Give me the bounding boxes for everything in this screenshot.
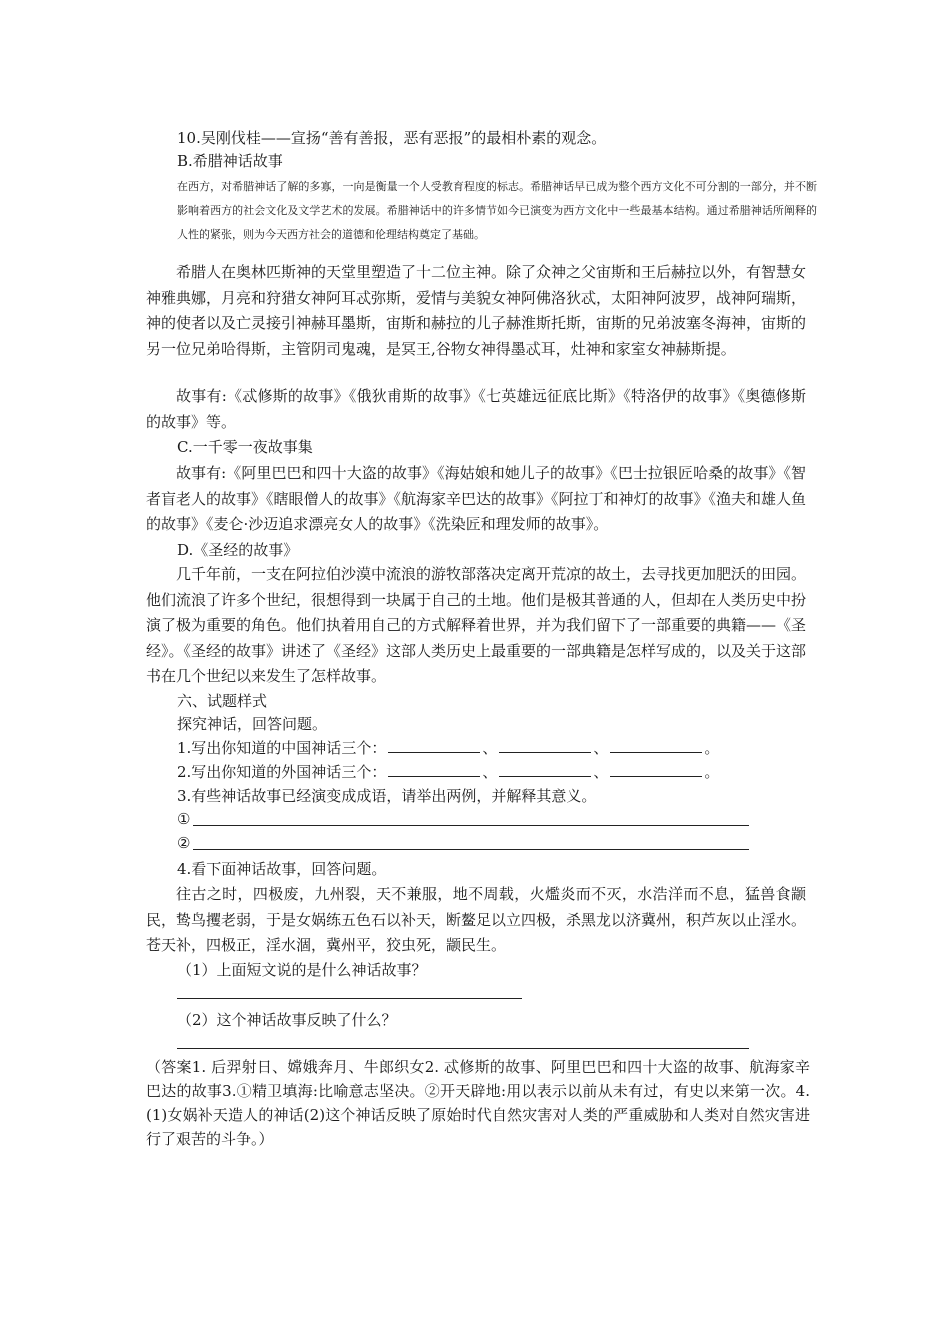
heading-arabian-nights: C.一千零一夜故事集 (177, 438, 313, 456)
answer-blank[interactable] (499, 762, 591, 777)
answer-line[interactable] (193, 825, 749, 826)
period: 。 (704, 739, 720, 757)
answer-blank[interactable] (388, 762, 480, 777)
sub-question-1: （1）上面短文说的是什么神话故事？ (177, 961, 427, 979)
answer-blank[interactable] (388, 738, 480, 753)
answer-line[interactable] (177, 998, 522, 999)
answer-line[interactable] (177, 1048, 749, 1049)
separator: 、 (593, 763, 609, 781)
explore-instruction: 探究神话，回答问题。 (177, 715, 328, 733)
heading-greek-myths: B.希腊神话故事 (177, 152, 283, 170)
separator: 、 (482, 763, 498, 781)
answer-line[interactable] (193, 849, 749, 850)
heading-bible-stories: D.《圣经的故事》 (177, 541, 299, 559)
circle-two: ② (177, 834, 191, 852)
greek-intro-paragraph: 在西方，对希腊神话了解的多寡，一向是衡量一个人受教育程度的标志。希腊神话早已成为整个西方文化不可分割的一部分，并不断影响着西方的社会文化及文学艺术的发展。希腊神话中的许多情节如今已演变为西方文化中一些最基本结构。通过希腊神话所阐释的人性的紧张，则为今天西方社会的道德和伦理结构奠定了基础。 (177, 180, 817, 241)
question-4: 4.看下面神话故事，回答问题。 (177, 860, 387, 878)
bible-paragraph: 几千年前，一支在阿拉伯沙漠中流浪的游牧部落决定离开荒凉的故土，去寻找更加肥沃的田园。他们流浪了许多个世纪，很想得到一块属于自己的土地。他们是极其普通的人，但却在人类历史中扮演了极为重要的角色。他们执着用自己的方式解释着世界，并为我们留下了一部重要的典籍——《圣经》。《圣经的故事》讲述了《圣经》这部人类历史上最重要的一部典籍是怎样写成的，以及关于这部书在几个世纪以来发生了怎样故事。 (146, 565, 807, 685)
heading-sample-questions: 六、试题样式 (177, 692, 268, 710)
nuwa-passage: 往古之时，四极废，九州裂，天不兼服，地不周载，火爁炎而不灭，水浩洋而不息，猛兽食颛民，鸷鸟攫老弱，于是女娲练五色石以补天，断鳌足以立四极，杀黑龙以济冀州，积芦灰以止淫水。苍天补，四极正，淫水涸，冀州平，狡虫死，颛民生。 (146, 885, 807, 954)
period: 。 (704, 763, 720, 781)
greek-gods-paragraph: 希腊人在奥林匹斯神的天堂里塑造了十二位主神。除了众神之父宙斯和王后赫拉以外，有智慧女神雅典娜，月亮和狩猎女神阿耳忒弥斯，爱情与美貌女神阿佛洛狄忒，太阳神阿波罗，战神阿瑞斯，神的使者以及亡灵接引神赫耳墨斯，宙斯和赫拉的儿子赫淮斯托斯，宙斯的兄弟波塞冬海神，宙斯的另一位兄弟哈得斯，主管阴司鬼魂，是冥王,谷物女神得墨忒耳，灶神和家室女神赫斯提。 (146, 263, 807, 358)
item-10-wugang: 10.吴刚伐桂——宣扬“善有善报，恶有恶报”的最相朴素的观念。 (177, 129, 607, 147)
sub-question-2: （2）这个神话故事反映了什么？ (177, 1011, 397, 1029)
answer-blank[interactable] (610, 762, 702, 777)
separator: 、 (482, 739, 498, 757)
question-2 (177, 762, 719, 782)
question-1 (177, 738, 719, 758)
answer-blank[interactable] (610, 738, 702, 753)
arabian-stories-paragraph: 故事有:《阿里巴巴和四十大盗的故事》《海姑娘和她儿子的故事》《巴士拉银匠哈桑的故事》《智者盲老人的故事》《瞎眼僧人的故事》《航海家辛巴达的故事》《阿拉丁和神灯的故事》《渔夫和雄人鱼的故事》《麦仑·沙迈追求漂亮女人的故事》《洗染匠和理发师的故事》。 (146, 464, 807, 533)
question-1-text: 1.写出你知道的中国神话三个： (177, 739, 387, 757)
question-2-text: 2.写出你知道的外国神话三个： (177, 763, 387, 781)
answer-key: （答案1. 后羿射日、嫦娥奔月、牛郎织女2. 忒修斯的故事、阿里巴巴和四十大盗的故事、航海家辛巴达的故事3.①精卫填海:比喻意志坚决。②开天辟地:用以表示以前从未有过，有史以来第一次。4.(1)女娲补天造人的神话(2)这个神话反映了原始时代自然灾害对人类的严重威胁和人类对自然灾害进行了艰苦的斗争。） (146, 1058, 810, 1148)
answer-blank[interactable] (499, 738, 591, 753)
separator: 、 (593, 739, 609, 757)
question-3: 3.有些神话故事已经演变成成语，请举出两例，并解释其意义。 (177, 787, 597, 805)
circle-one: ① (177, 810, 191, 828)
greek-stories-paragraph: 故事有:《忒修斯的故事》《俄狄甫斯的故事》《七英雄远征底比斯》《特洛伊的故事》《奥德修斯的故事》等。 (146, 387, 806, 431)
